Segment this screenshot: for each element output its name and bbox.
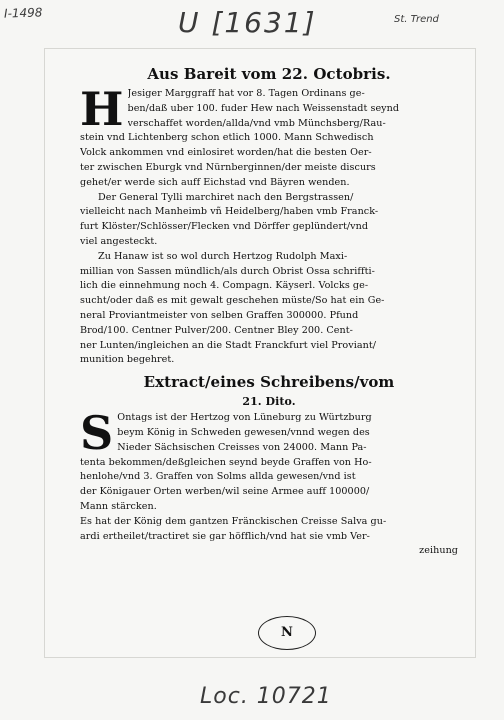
article1-line: millian von Sassen mündlich/als durch Obrist Ossa schriffti-	[80, 265, 375, 277]
article1-line: Der General Tylli marchiret nach den Bergstrassen/	[98, 191, 354, 203]
article2-line: Ontags ist der Hertzog von Lüneburg zu Würtzburg	[117, 412, 372, 424]
article1-line: verschaffet worden/allda/vnd vmb Münchsberg/Rau-	[127, 117, 386, 129]
archive-mark-bottom: Loc. 10721	[200, 684, 332, 709]
article1-line: Zu Hanaw ist so wol durch Hertzog Rudolph Maxi-	[98, 250, 348, 262]
article1-line: lich die einnehmung noch 4. Compagn. Käyserl. Volcks ge-	[80, 280, 369, 292]
article1-heading: Aus Bareit vom 22. Octobris.	[147, 65, 391, 83]
archive-mark-top-right: St. Trend	[394, 14, 439, 25]
article2-line: beym König in Schweden gewesen/vnnd wegen des	[117, 426, 370, 438]
article2-line: zeihung	[419, 545, 458, 557]
article2-line: ardi ertheilet/tractiret sie gar höfflich/vnd hat sie vmb Ver-	[80, 530, 370, 542]
article2-line: Es hat der König dem gantzen Fränckischen Creisse Salva gu-	[80, 515, 387, 527]
article1-line: Jesiger Marggraff hat vor 8. Tagen Ordinans ge-	[127, 88, 365, 99]
article1-line: Volck ankommen vnd einlosiret worden/hat die besten Oer-	[80, 147, 372, 159]
article2-line: henlohe/vnd 3. Graffen von Solms allda gewesen/vnd ist	[80, 471, 356, 483]
archive-mark-top-center: U [1631]	[178, 6, 317, 39]
article2-line: Nieder Sächsischen Creisses von 24000. Mann Pa-	[117, 441, 367, 453]
text-column	[80, 62, 458, 559]
article2-line: tenta bekommen/deßgleichen seynd beyde Graffen von Ho-	[80, 456, 372, 468]
article1-line: gehet/er werde sich auff Eichstad vnd Bäyren wenden.	[80, 176, 350, 188]
article1-line: munition begehret.	[80, 354, 175, 366]
article1-line: neral Proviantmeister von selben Graffen 300000. Pfund	[80, 309, 359, 321]
article2-line: Mann stärcken.	[80, 500, 157, 512]
article1-line: sucht/oder daß es mit gewalt geschehen müste/So hat ein Ge-	[80, 295, 385, 307]
archive-mark-top-left: I-1498	[3, 5, 43, 21]
article2-subheading: 21. Dito.	[242, 395, 296, 409]
article1-dropcap: H	[80, 82, 124, 136]
article2-dropcap: S	[80, 406, 114, 461]
article2-heading: Extract/eines Schreibens/vom	[143, 373, 395, 392]
article2-line: der Königauer Orten werben/wil seine Armee auff 100000/	[80, 486, 370, 498]
page-signature-mark: N	[258, 616, 316, 650]
article1-body	[80, 82, 458, 368]
article1-line: Brod/100. Centner Pulver/200. Centner Bley 200. Cent-	[80, 324, 353, 336]
article1-line: furt Klöster/Schlösser/Flecken vnd Dörffer geplündert/vnd	[80, 221, 369, 233]
article1-line: ter zwischen Eburgk vnd Nürnberginnen/der meiste discurs	[80, 161, 376, 173]
article1-line: stein vnd Lichtenberg schon etlich 1000. Mann Schwedisch	[80, 132, 374, 144]
article1-line: ben/daß uber 100. fuder Hew nach Weissenstadt seynd	[127, 102, 400, 114]
article1-line: ner Lunten/ingleichen an die Stadt Franckfurt viel Proviant/	[80, 339, 377, 351]
article1-line: vielleicht nach Manheimb vñ Heidelberg/haben vmb Franck-	[80, 206, 379, 218]
article1-line: viel angesteckt.	[80, 235, 158, 247]
article2-body	[80, 406, 458, 559]
